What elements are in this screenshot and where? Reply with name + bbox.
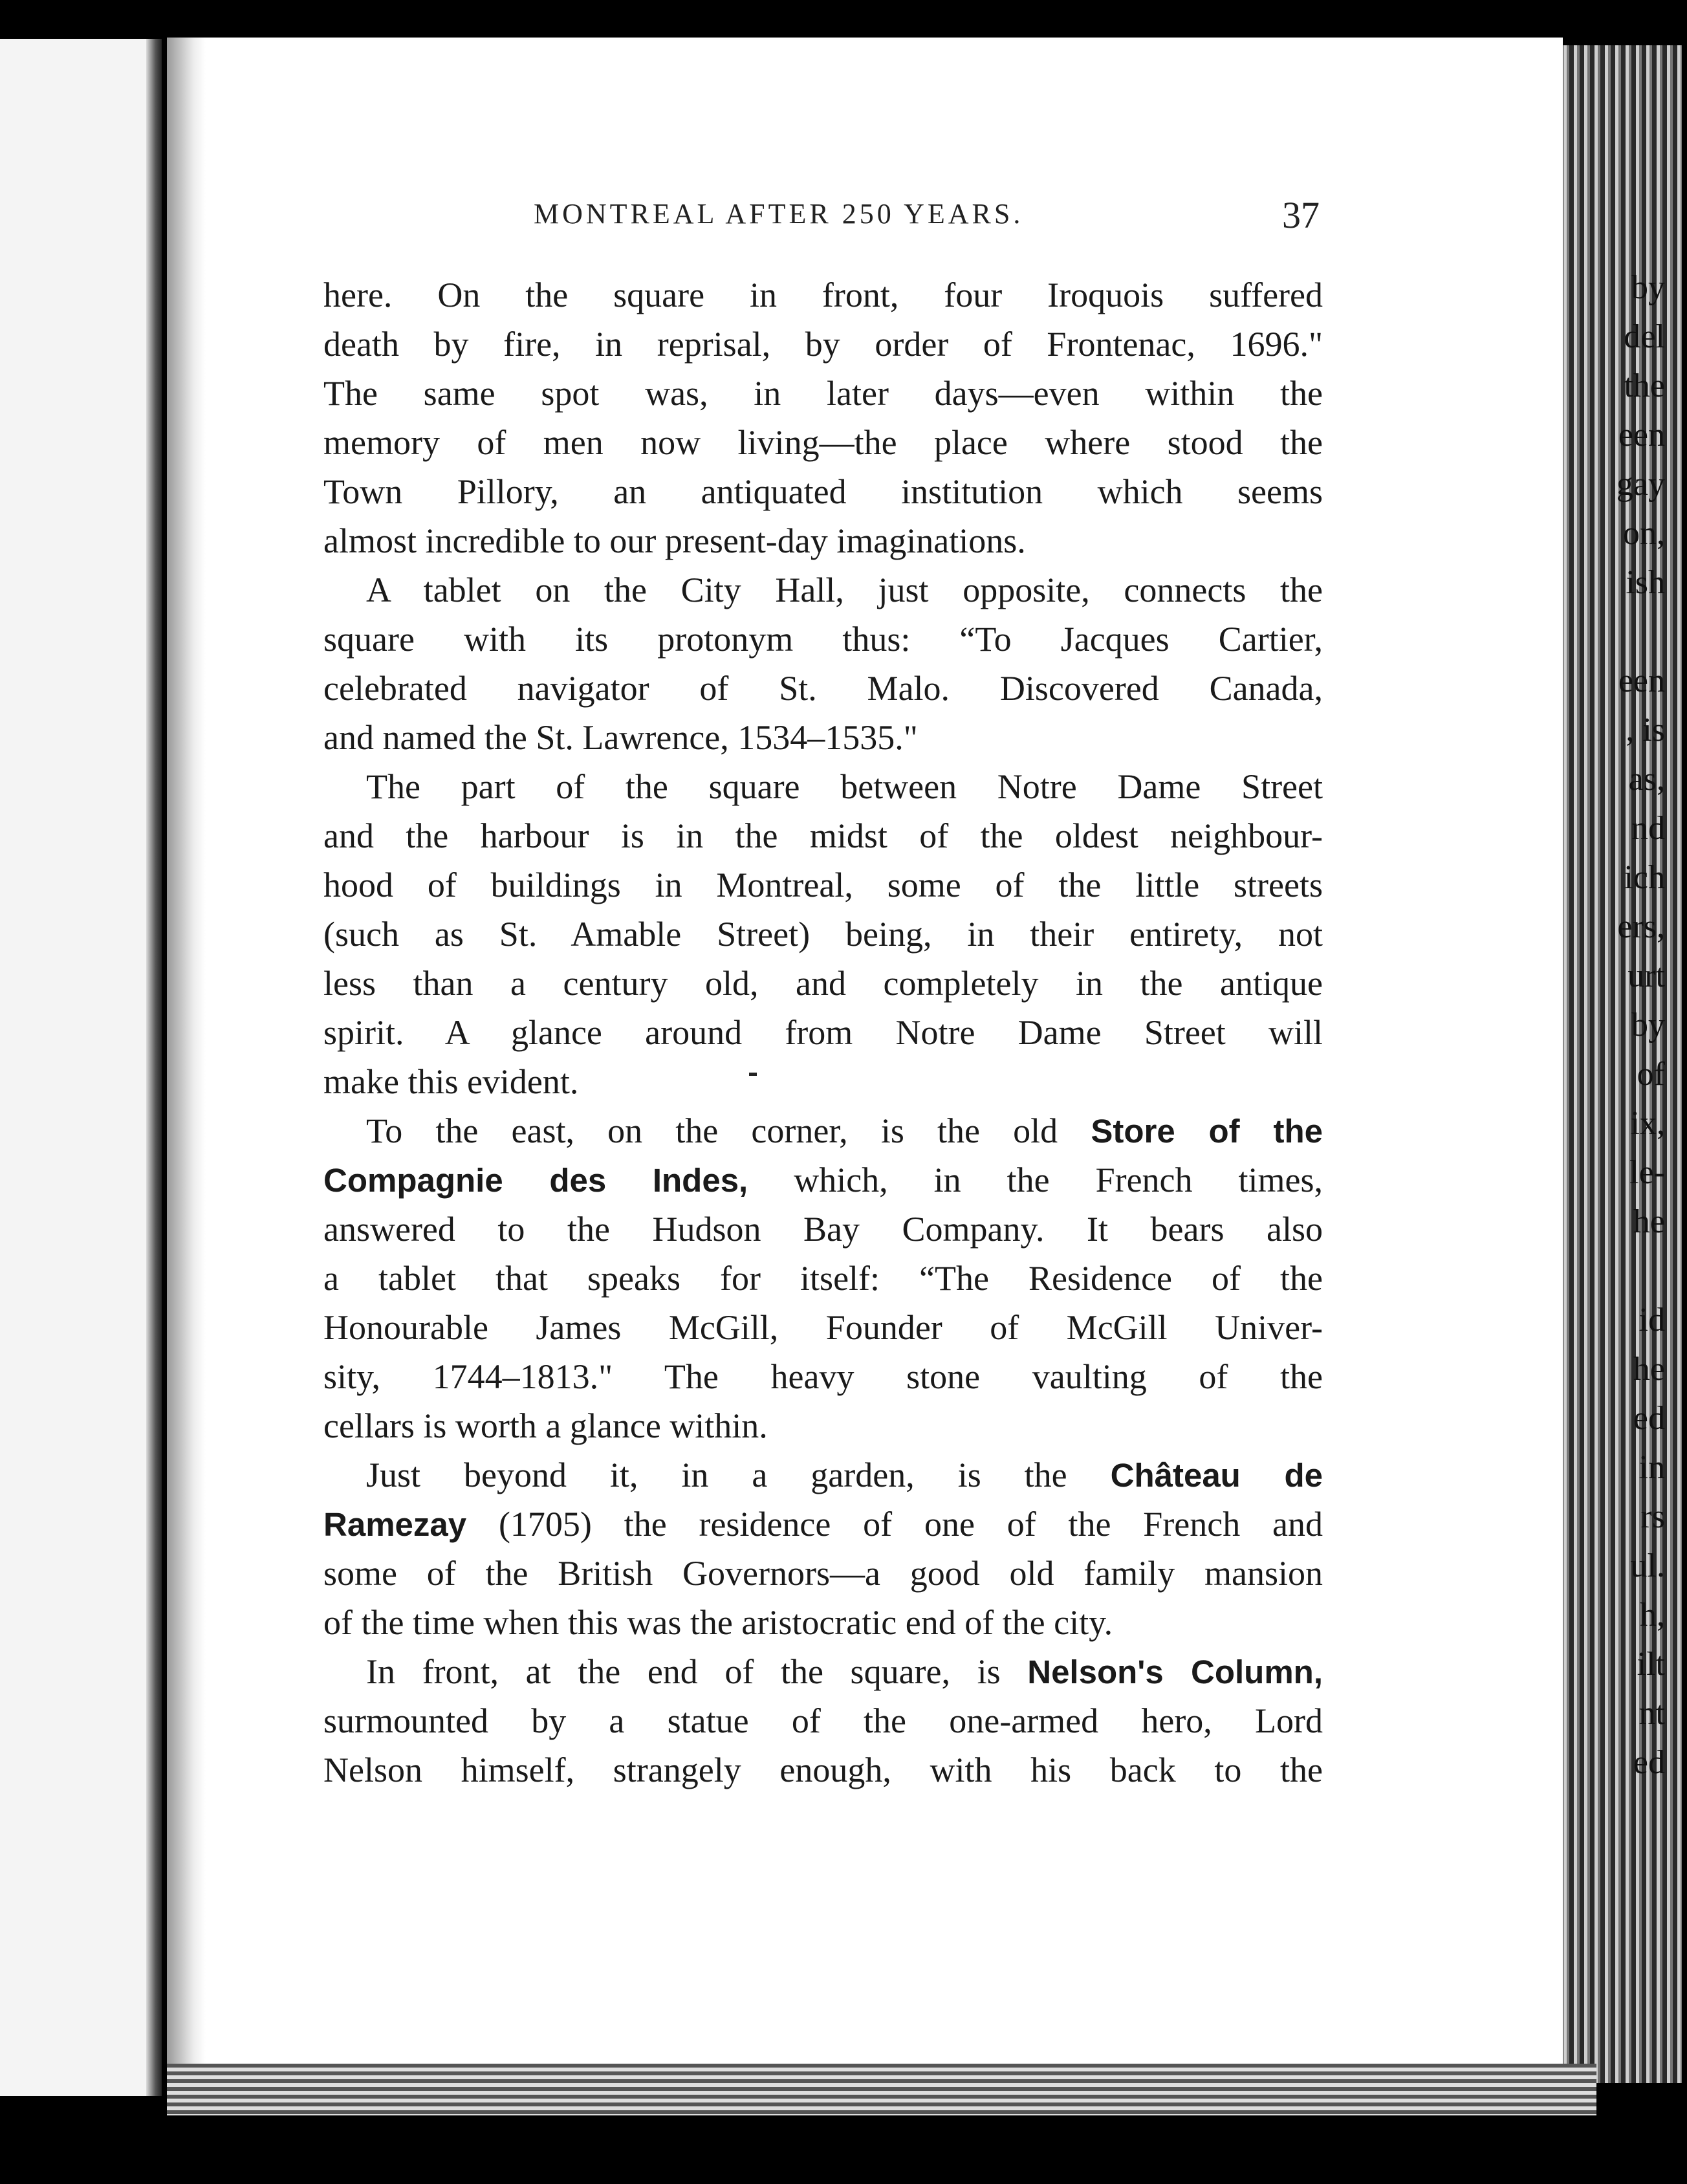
text-line [323,1401,1323,1450]
text-run: answered to the Hudson Bay Company. It bears also [323,1210,1323,1249]
text-line [323,418,1323,467]
text-line [323,1745,1323,1795]
text-run: less than a century old, and completely in the antique [323,964,1323,1003]
text-line [323,1205,1323,1254]
left-fragment: urt [1627,957,1665,994]
text-line [323,860,1323,910]
text-line [323,1254,1323,1303]
text-run: hood of buildings in Montreal, some of the little streets [323,866,1323,904]
left-fragment: h, [1640,1597,1665,1633]
text-line [323,369,1323,418]
text-run: here. On the square in front, four Iroquois suffered [323,276,1323,314]
place-name-chateau-de-ramezay: Château de [1110,1457,1323,1494]
text-line [323,1500,1323,1549]
text-run: (1705) the residence of one of the French and [466,1505,1323,1544]
text-run: Town Pillory, an antiquated institution which seems [323,472,1323,511]
left-fragment: rs [1640,1498,1665,1535]
text-run: almost incredible to our present-day imaginations. [323,521,1026,560]
left-fragment: in [1638,1449,1665,1486]
text-line [323,615,1323,664]
place-name-nelsons-column: Nelson's Column, [1027,1654,1323,1690]
text-run: some of the British Governors—a good old family mansion [323,1554,1323,1593]
text-run: memory of men now living—the place where stood the [323,423,1323,462]
text-run: The same spot was, in later days—even within the [323,374,1323,413]
text-line [323,1057,1323,1106]
page-gutter-shadow [167,38,206,2095]
left-fragment: ish [1626,564,1665,601]
left-fragment: een [1618,662,1665,699]
previous-page [0,39,162,2096]
text-run: Just beyond it, in a garden, is the [366,1456,1111,1494]
text-run: a tablet that speaks for itself: “The Residence of the [323,1259,1323,1298]
text-line [323,811,1323,860]
left-fragment: gay [1616,466,1665,503]
text-line [323,1352,1323,1401]
text-line [323,910,1323,959]
running-title: MONTREAL AFTER 250 YEARS. [534,198,1024,230]
left-fragment: nd [1631,810,1665,847]
left-fragment: ilt [1637,1646,1665,1683]
text-line [323,1696,1323,1745]
left-fragment: he [1633,1351,1665,1388]
text-line [323,1647,1323,1696]
text-line [323,1155,1323,1205]
place-name-store-of-the-compagnie: Store of the [1091,1113,1323,1150]
text-run: celebrated navigator of St. Malo. Discovered Canada, [323,669,1323,708]
text-run: spirit. A glance around from Notre Dame Street will [323,1013,1323,1052]
left-fragment: ich [1624,859,1665,896]
text-run: To the east, on the corner, is the old [366,1111,1091,1150]
text-run: In front, at the end of the square, is [366,1652,1028,1691]
left-fragment: as, [1628,761,1665,798]
place-name-compagnie-des-indes: Compagnie des Indes, [323,1162,748,1199]
text-run: of the time when this was the aristocratic end of the city. [323,1603,1113,1642]
left-fragment: le- [1629,1154,1665,1191]
text-run: Honourable James McGill, Founder of McGill Univer- [323,1308,1323,1347]
text-line [323,1008,1323,1057]
text-line [323,1303,1323,1352]
text-run: surmounted by a statue of the one-armed hero, Lord [323,1701,1323,1740]
text-run: sity, 1744–1813." The heavy stone vaulting of the [323,1357,1323,1396]
left-fragment: , is [1626,712,1665,748]
text-line [323,1450,1323,1500]
text-run: Nelson himself, strangely enough, with his back to the [323,1751,1323,1789]
left-fragment: of [1637,1056,1665,1093]
left-fragment: by [1631,1007,1665,1043]
page-number: 37 [1282,194,1320,236]
left-fragment: een [1618,417,1665,453]
text-run: death by fire, in reprisal, by order of Frontenac, 1696." [323,325,1323,364]
text-run: The part of the square between Notre Dame Street [366,767,1323,806]
text-line [323,565,1323,615]
left-fragment: the [1624,367,1665,404]
text-run: and named the St. Lawrence, 1534–1535." [323,718,918,757]
text-line [323,467,1323,516]
text-run: which, in the French times, [748,1161,1323,1199]
left-fragment: he [1633,1203,1665,1240]
text-line [323,664,1323,713]
left-fragment: on, [1623,515,1665,552]
left-fragment: ix, [1630,1105,1665,1142]
left-fragment: by [1631,269,1665,306]
left-fragment: ul. [1630,1547,1665,1584]
page-bottom-edge [167,2064,1596,2115]
text-line [323,320,1323,369]
text-run: cellars is worth a glance within. [323,1406,768,1445]
left-fragment: id [1638,1302,1665,1338]
left-fragment: nt [1638,1695,1665,1732]
text-line [323,270,1323,320]
book-gutter [146,39,162,2096]
text-run: (such as St. Amable Street) being, in their entirety, not [323,915,1323,954]
left-fragment: ers, [1617,908,1665,945]
text-line [323,1598,1323,1647]
body-text [323,270,1323,1795]
text-line [323,713,1323,762]
text-line [323,1106,1323,1155]
text-run: A tablet on the City Hall, just opposite, connects the [366,571,1323,609]
text-run: make this evident. [323,1062,579,1101]
text-line [323,762,1323,811]
place-name-ramezay: Ramezay [323,1506,467,1543]
text-run: and the harbour is in the midst of the oldest neighbour- [323,816,1323,855]
text-line [323,516,1323,565]
running-head [375,194,1320,236]
left-fragment: ed [1633,1400,1665,1437]
left-fragment: del [1624,318,1665,355]
text-line [323,959,1323,1008]
text-line [323,1549,1323,1598]
text-run: square with its protonym thus: “To Jacques Cartier, [323,620,1323,659]
left-fragment: ed [1633,1744,1665,1781]
